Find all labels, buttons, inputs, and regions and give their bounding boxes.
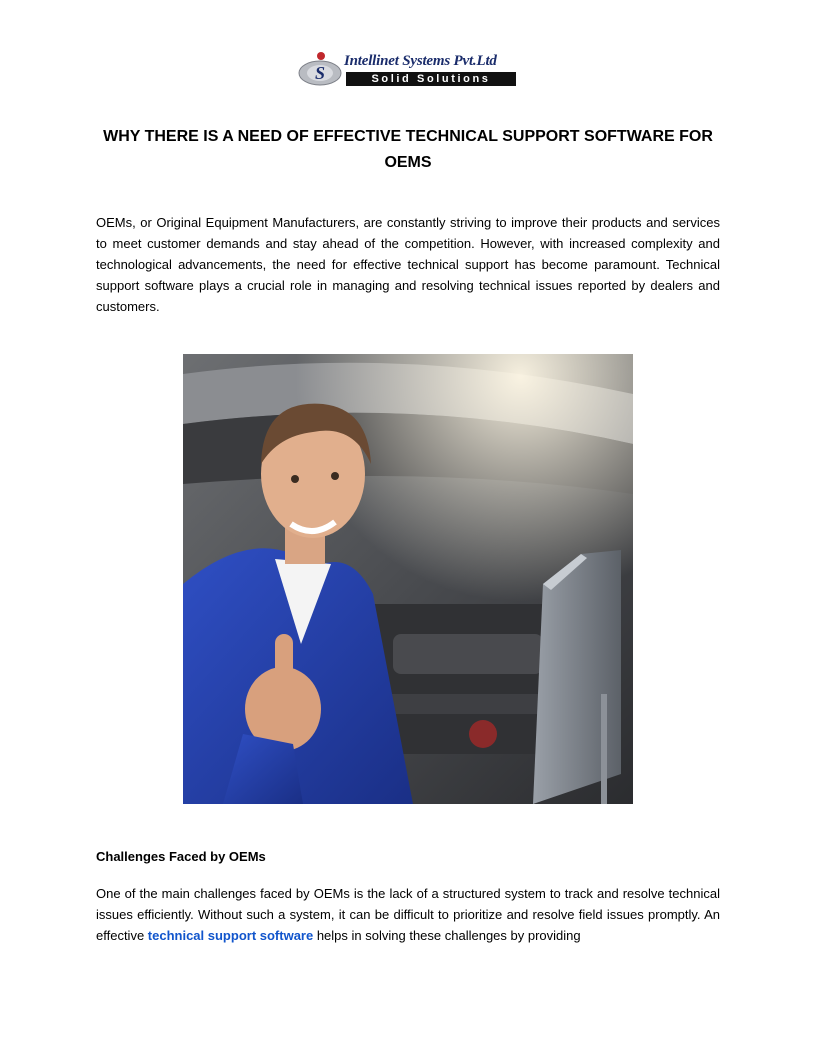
logo-tagline: Solid Solutions (346, 72, 516, 86)
technical-support-software-link[interactable]: technical support software (147, 928, 314, 943)
mechanic-illustration (183, 354, 633, 804)
page-title: WHY THERE IS A NEED OF EFFECTIVE TECHNICAL SUPPORT SOFTWARE FOR OEMS (103, 128, 713, 171)
company-logo (298, 50, 520, 90)
section-paragraph (96, 883, 720, 946)
section-text-before-link: One of the main challenges faced by OEMs is the lack of a structured system to track and resolve technical issues efficiently. Without such a system, it can be difficult to prioritize and resolve field issues promptly. An effective (96, 886, 720, 943)
section-heading: Challenges Faced by OEMs (96, 849, 266, 864)
mechanic-photo (183, 354, 633, 804)
intro-paragraph: OEMs, or Original Equipment Manufacturers, are constantly striving to improve their products and services to meet customer demands and stay ahead of the competition. However, with increased complexity and technological advancements, the need for effective technical support has become paramount. Technical support software plays a crucial role in managing and resolving technical issues reported by dealers and customers. (96, 215, 720, 314)
logo-mark-letter: S (314, 63, 326, 83)
logo-mark-icon (298, 50, 344, 90)
section-text-after-link: helps in solving these challenges by providing (313, 928, 581, 943)
logo-company-name: Intellinet Systems Pvt.Ltd (344, 53, 497, 69)
